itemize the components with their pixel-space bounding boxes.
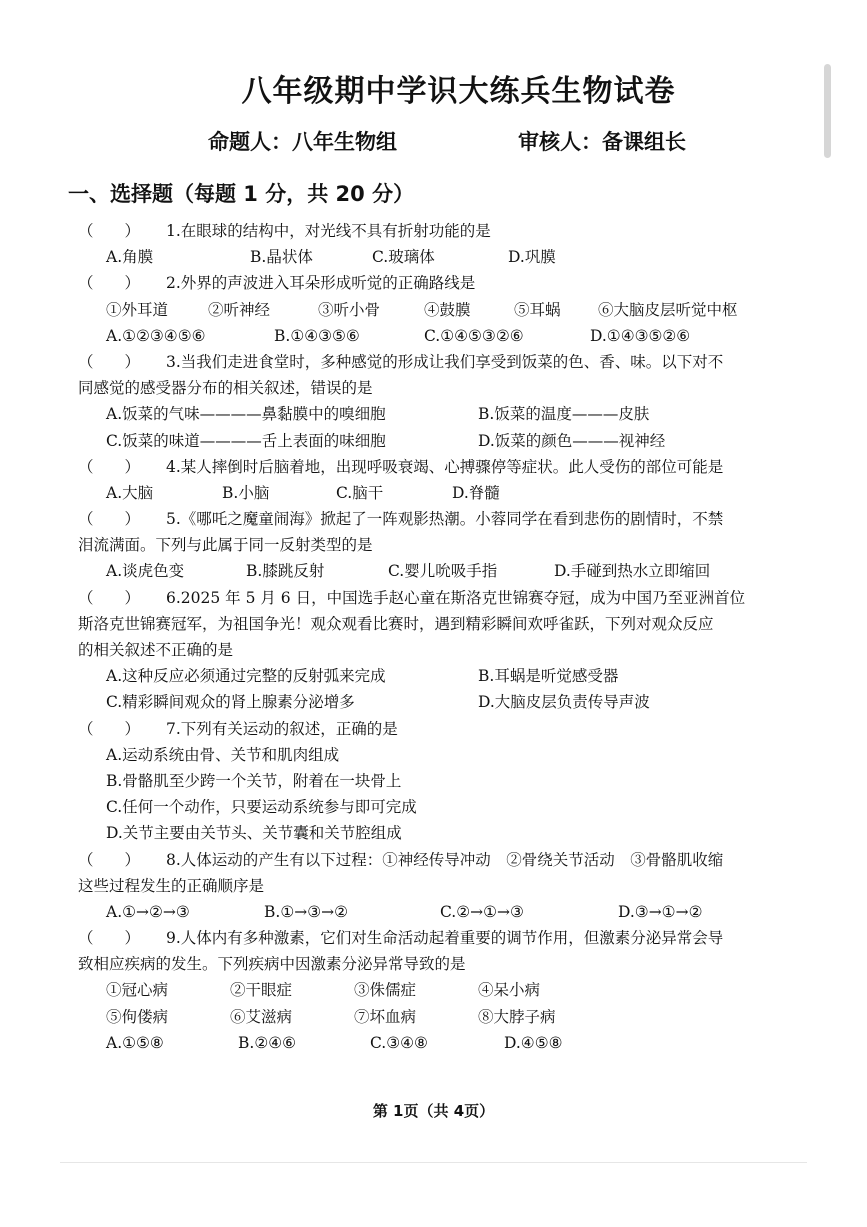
- option-a: A.①②③④⑤⑥: [106, 326, 206, 345]
- option-d: D.手碰到热水立即缩回: [554, 562, 711, 581]
- answer-blank: （ ）: [78, 588, 141, 607]
- list-item: ④鼓膜: [424, 300, 471, 319]
- question-8-stem-cont: 这些过程发生的正确顺序是: [78, 876, 265, 895]
- option-b: B.骨骼肌至少跨一个关节，附着在一块骨上: [106, 771, 402, 790]
- option-c: C.任何一个动作，只要运动系统参与即可完成: [106, 798, 417, 817]
- question-text: 5.《哪吒之魔童闹海》掀起了一阵观影热潮。小蓉同学在看到悲伤的剧情时，不禁: [166, 510, 724, 529]
- question-7-stem: [78, 716, 798, 742]
- section-heading: 一、选择题（每题 1 分，共 20 分）: [68, 182, 415, 206]
- scrollbar[interactable]: [824, 64, 831, 158]
- question-3-stem-cont: 同感觉的感受器分布的相关叙述，错误的是: [78, 379, 373, 398]
- page-number: 第 1页（共 4页）: [372, 1102, 495, 1120]
- question-5-stem: [78, 506, 798, 532]
- list-item: ③听小骨: [318, 300, 381, 319]
- list-item: ①外耳道: [106, 300, 169, 319]
- question-9-stem-cont: 致相应疾病的发生。下列疾病中因激素分泌异常导致的是: [78, 955, 466, 974]
- question-3-options-ab: [78, 401, 798, 427]
- author-line: [208, 126, 808, 156]
- question-text: 6.2025 年 5 月 6 日，中国选手赵心童在斯洛克世锦赛夺冠，成为中国乃至亚洲首位: [166, 588, 746, 607]
- list-item: ⑥大脑皮层听觉中枢: [598, 300, 738, 319]
- answer-blank: （ ）: [78, 457, 141, 476]
- option-c: C.②→①→③: [440, 902, 524, 921]
- question-2-stem: [78, 270, 798, 296]
- option-d: D.①④③⑤②⑥: [590, 326, 691, 345]
- question-text: 9.人体内有多种激素，它们对生命活动起着重要的调节作用，但激素分泌异常会导: [166, 929, 724, 948]
- list-item: ⑤佝偻病: [106, 1007, 169, 1026]
- question-5-stem-cont: 泪流满面。下列与此属于同一反射类型的是: [78, 536, 373, 555]
- answer-blank: （ ）: [78, 510, 141, 529]
- option-c: C.饭菜的味道————舌上表面的味细胞: [106, 431, 386, 450]
- question-4-options: [78, 480, 798, 506]
- option-c: C.婴儿吮吸手指: [388, 562, 498, 581]
- setter-label: 命题人：八年生物组: [208, 130, 397, 154]
- question-1-stem: [78, 218, 798, 244]
- option-b: B.饭菜的温度———皮肤: [478, 405, 650, 424]
- option-a: A.这种反应必须通过完整的反射弧来完成: [106, 667, 386, 686]
- option-a: A.角膜: [106, 248, 154, 267]
- question-6-stem: [78, 585, 798, 611]
- answer-blank: （ ）: [78, 222, 141, 240]
- option-d: D.巩膜: [508, 248, 556, 267]
- option-a: A.大脑: [106, 483, 154, 502]
- option-d: D.④⑤⑧: [504, 1033, 563, 1052]
- option-a: A.谈虎色变: [106, 562, 185, 581]
- list-item: ⑧大脖子病: [478, 1007, 556, 1026]
- option-c: C.①④⑤③②⑥: [424, 326, 524, 345]
- divider: [60, 1162, 807, 1163]
- answer-blank: （ ）: [78, 274, 141, 293]
- list-item: ⑤耳蜗: [514, 300, 561, 319]
- question-6-options-ab: [78, 663, 798, 689]
- answer-blank: （ ）: [78, 352, 141, 371]
- option-d: D.脊髓: [452, 483, 500, 502]
- question-4-stem: [78, 454, 798, 480]
- option-b: B.①→③→②: [264, 902, 348, 921]
- option-d: D.饭菜的颜色———视神经: [478, 431, 666, 450]
- option-a: A.饭菜的气味————鼻黏膜中的嗅细胞: [106, 405, 386, 424]
- question-5-options: [78, 558, 798, 584]
- list-item: ④呆小病: [478, 981, 541, 1000]
- list-item: ③侏儒症: [354, 981, 417, 1000]
- answer-blank: （ ）: [78, 850, 141, 869]
- question-text: 8.人体运动的产生有以下过程：①神经传导冲动 ②骨绕关节活动 ③骨骼肌收缩: [166, 850, 724, 869]
- question-8-stem: [78, 847, 798, 873]
- question-3-options-cd: [78, 428, 798, 454]
- page-title: 八年级期中学识大练兵生物试卷: [241, 74, 676, 109]
- option-b: B.耳蜗是听觉感受器: [478, 667, 619, 686]
- reviewer-label: 审核人：备课组长: [518, 130, 686, 154]
- option-a: A.运动系统由骨、关节和肌肉组成: [106, 745, 340, 764]
- option-b: B.①④③⑤⑥: [274, 326, 360, 345]
- question-6-options-cd: [78, 689, 798, 715]
- question-text: 4.某人摔倒时后脑着地，出现呼吸衰竭、心搏骤停等症状。此人受伤的部位可能是: [166, 457, 724, 476]
- option-d: D.大脑皮层负责传导声波: [478, 693, 650, 712]
- option-c: C.脑干: [336, 483, 384, 502]
- question-2-items: [78, 297, 798, 323]
- question-text: 1.在眼球的结构中，对光线不具有折射功能的是: [166, 222, 491, 240]
- question-text: 3.当我们走进食堂时，多种感觉的形成让我们享受到饭菜的色、香、味。以下对不: [166, 352, 724, 371]
- option-c: C.玻璃体: [372, 248, 435, 267]
- question-6-stem-cont2: 的相关叙述不正确的是: [78, 641, 234, 659]
- option-b: B.晶状体: [250, 248, 313, 267]
- option-b: B.小脑: [222, 483, 270, 502]
- option-a: A.①→②→③: [106, 902, 190, 921]
- question-9-stem: [78, 925, 798, 951]
- list-item: ②听神经: [208, 300, 271, 319]
- option-c: C.精彩瞬间观众的肾上腺素分泌增多: [106, 693, 355, 712]
- option-c: C.③④⑧: [370, 1033, 428, 1052]
- list-item: ②干眼症: [230, 981, 293, 1000]
- option-b: B.②④⑥: [238, 1033, 297, 1052]
- question-6-stem-cont: 斯洛克世锦赛冠军，为祖国争光！观众观看比赛时，遇到精彩瞬间欢呼雀跃，下列对观众反应: [78, 614, 714, 633]
- option-b: B.膝跳反射: [246, 562, 325, 581]
- question-3-stem: [78, 349, 798, 375]
- answer-blank: （ ）: [78, 929, 141, 948]
- question-9-items-row2: [78, 1004, 798, 1030]
- question-9-options: [78, 1030, 798, 1056]
- question-list: [78, 218, 798, 1056]
- option-d: D.关节主要由关节头、关节囊和关节腔组成: [106, 824, 402, 843]
- list-item: ⑥艾滋病: [230, 1007, 293, 1026]
- list-item: ①冠心病: [106, 981, 169, 1000]
- option-a: A.①⑤⑧: [106, 1033, 164, 1052]
- list-item: ⑦坏血病: [354, 1007, 417, 1026]
- option-d: D.③→①→②: [618, 902, 703, 921]
- question-1-options: [78, 244, 798, 270]
- answer-blank: （ ）: [78, 719, 141, 738]
- question-text: 2.外界的声波进入耳朵形成听觉的正确路线是: [166, 274, 476, 293]
- question-8-options: [78, 899, 798, 925]
- question-9-items-row1: [78, 977, 798, 1003]
- question-text: 7.下列有关运动的叙述，正确的是: [166, 719, 398, 738]
- question-2-options: [78, 323, 798, 349]
